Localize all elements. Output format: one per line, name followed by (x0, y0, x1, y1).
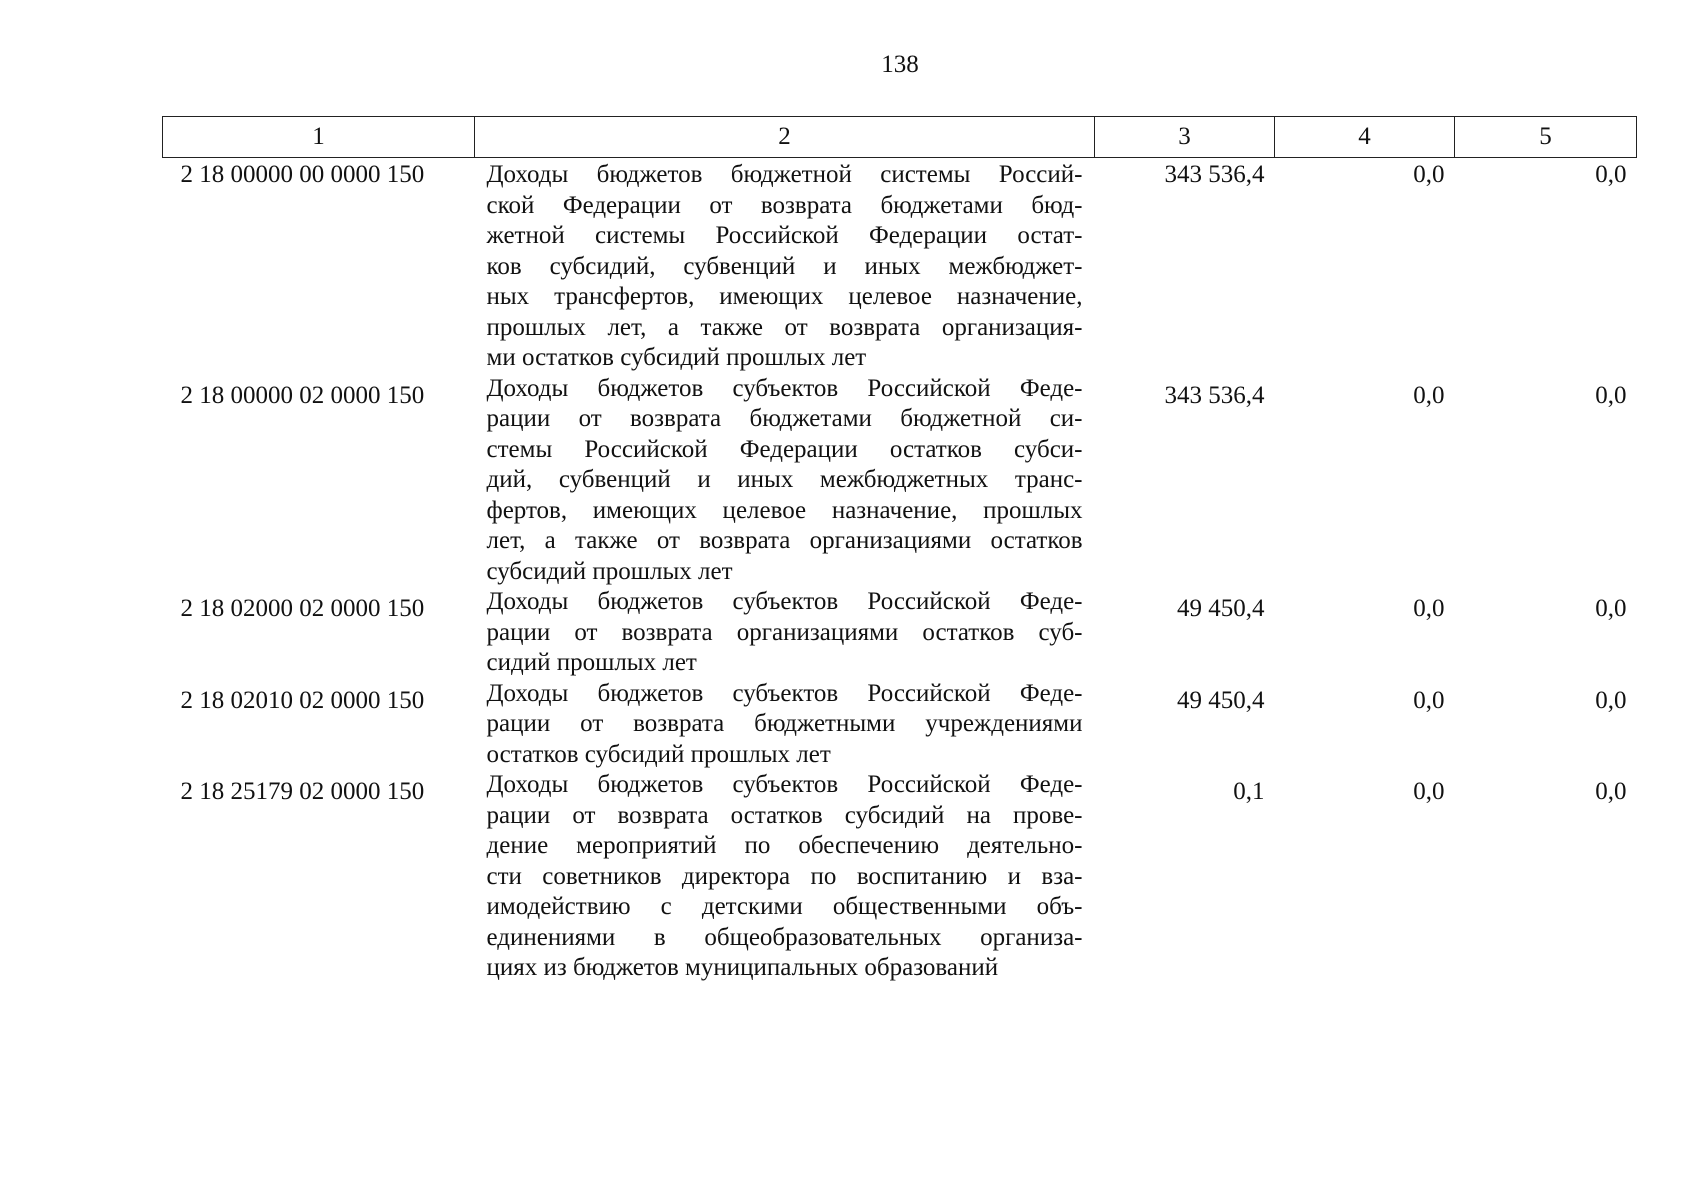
description-line: имодействию с детскими общественными объ- (486, 893, 1083, 920)
description-line: рации от возврата бюджетными учреждениями (486, 710, 1083, 737)
description-line: ков субсидий, субвенций и иных межбюджет- (486, 252, 1083, 280)
description-line: жетной системы Российской Федерации остат- (486, 222, 1083, 249)
col-header: 1 (163, 117, 475, 158)
description-line: сидий прошлых лет (486, 649, 697, 676)
amount-col3: 49 450,4 (1177, 686, 1265, 714)
description-line: рации от возврата бюджетами бюджетной си- (486, 405, 1083, 432)
description-line: Доходы бюджетов бюджетной системы Россий- (486, 161, 1083, 188)
amount-col4: 0,0 (1413, 161, 1445, 188)
table-row (163, 374, 1637, 588)
amount-col5: 0,0 (1595, 686, 1627, 714)
amount-col5: 0,0 (1595, 595, 1627, 622)
amount-col5: 0,0 (1595, 161, 1627, 188)
description-line: Доходы бюджетов субъектов Российской Феде- (486, 588, 1083, 615)
description-line: ных трансфертов, имеющих целевое назначение, (486, 283, 1083, 310)
header-row (163, 117, 1637, 158)
amount-col3: 0,1 (1233, 778, 1265, 805)
amount-col4: 0,0 (1413, 595, 1445, 622)
description-line: сти советников директора по воспитанию и вза- (486, 862, 1083, 890)
description-line: Доходы бюджетов субъектов Российской Феде- (486, 679, 1083, 707)
budget-table (162, 116, 1637, 984)
col-header: 5 (1455, 117, 1637, 158)
income-description (475, 587, 1095, 679)
amount-col5: 0,0 (1595, 381, 1627, 409)
description-line: стемы Российской Федерации остатков субси- (486, 435, 1083, 463)
description-line: лет, а также от возврата организациями остатков (486, 527, 1083, 554)
budget-code: 2 18 02010 02 0000 150 (180, 686, 425, 714)
amount-col3: 343 536,4 (1164, 381, 1265, 409)
budget-code: 2 18 25179 02 0000 150 (180, 778, 425, 805)
description-line: остатков субсидий прошлых лет (486, 740, 831, 768)
description-line: дение мероприятий по обеспечению деятельно- (486, 832, 1083, 859)
amount-col3: 49 450,4 (1177, 595, 1265, 622)
description-line: Доходы бюджетов субъектов Российской Феде- (486, 771, 1083, 798)
income-description (475, 158, 1095, 374)
amount-col3: 343 536,4 (1164, 161, 1265, 188)
description-line: рации от возврата остатков субсидий на прове- (486, 801, 1083, 829)
income-description (475, 770, 1095, 984)
description-line: субсидий прошлых лет (486, 557, 733, 585)
description-line: единениями в общеобразовательных организа- (486, 923, 1083, 951)
table-row (163, 770, 1637, 984)
income-description (475, 374, 1095, 588)
amount-col4: 0,0 (1413, 686, 1445, 714)
income-description (475, 679, 1095, 771)
amount-col5: 0,0 (1595, 778, 1627, 805)
description-line: циях из бюджетов муниципальных образований (486, 954, 999, 981)
description-line: прошлых лет, а также от возврата организация- (486, 313, 1083, 341)
budget-code: 2 18 00000 00 0000 150 (180, 161, 425, 188)
table-row (163, 587, 1637, 679)
table-row (163, 679, 1637, 771)
budget-code: 2 18 00000 02 0000 150 (180, 381, 425, 409)
col-header: 4 (1275, 117, 1455, 158)
budget-code: 2 18 02000 02 0000 150 (180, 595, 425, 622)
description-line: фертов, имеющих целевое назначение, прошлых (486, 496, 1083, 524)
amount-col4: 0,0 (1413, 381, 1445, 409)
amount-col4: 0,0 (1413, 778, 1445, 805)
col-header: 2 (475, 117, 1095, 158)
description-line: дий, субвенций и иных межбюджетных транс- (486, 466, 1083, 493)
description-line: ской Федерации от возврата бюджетами бюд- (486, 191, 1083, 219)
description-line: Доходы бюджетов субъектов Российской Феде- (486, 374, 1083, 402)
col-header: 3 (1095, 117, 1275, 158)
page-number: 138 (881, 51, 919, 78)
table-row (163, 158, 1637, 374)
description-line: ми остатков субсидий прошлых лет (486, 344, 867, 371)
description-line: рации от возврата организациями остатков суб- (486, 618, 1083, 646)
